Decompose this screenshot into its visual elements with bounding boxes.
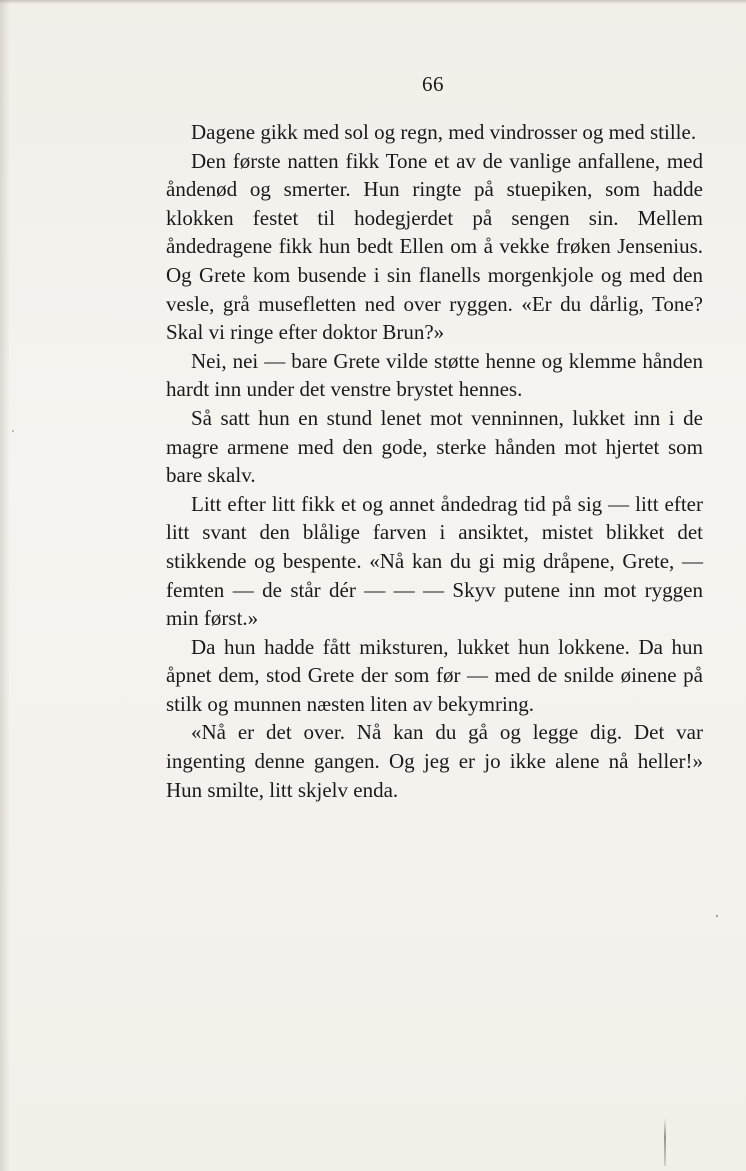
margin-pencil-mark xyxy=(664,1118,666,1166)
body-text xyxy=(166,118,703,804)
page-number: 66 xyxy=(422,72,444,96)
paragraph-2: Den første natten fikk Tone et av de vanlige anfallene, med åndenød og smerter. Hun ringte på stuepiken, som hadde klokken festet til hodegjerdet på sengen sin. Mellem åndedragene fikk hun bedt Ellen om å vekke frøken Jensenius. Og Grete kom busende i sin flanells morgenkjole og med den vesle, grå musefletten ned over ryggen. «Er du dårlig, Tone? Skal vi ringe efter doktor Brun?» xyxy=(166,148,703,345)
paragraph-4: Så satt hun en stund lenet mot venninnen, lukket inn i de magre armene med den gode, sterke hånden mot hjertet som bare skalv. xyxy=(166,405,703,488)
binding-shadow xyxy=(0,0,10,1171)
paper-speck xyxy=(12,430,14,432)
paragraph-7: «Nå er det over. Nå kan du gå og legge dig. Det var ingenting denne gangen. Og jeg er jo ikke alene nå heller!» Hun smilte, litt skjelv enda. xyxy=(166,720,703,802)
paragraph-6: Da hun hadde fått miksturen, lukket hun lokkene. Da hun åpnet dem, stod Grete der som før — med de snilde øinene på stilk og munnen næsten liten av bekymring. xyxy=(166,634,703,716)
paragraph-5: Litt efter litt fikk et og annet åndedrag tid på sig — litt efter litt svant den blålige farven i ansiktet, mistet blikket det stikkende og bespente. «Nå kan du gi mig dråpene, Grete, — femten — de står dér — — — Skyv putene inn mot ryggen min først.» xyxy=(166,491,703,631)
page-top-edge xyxy=(0,0,746,4)
paragraph-3: Nei, nei — bare Grete vilde støtte henne og klemme hånden hardt inn under det venstre brystet hennes. xyxy=(166,348,703,402)
paper-speck xyxy=(716,915,718,917)
paragraph-1: Dagene gikk med sol og regn, med vindrosser og med stille. xyxy=(191,120,697,144)
